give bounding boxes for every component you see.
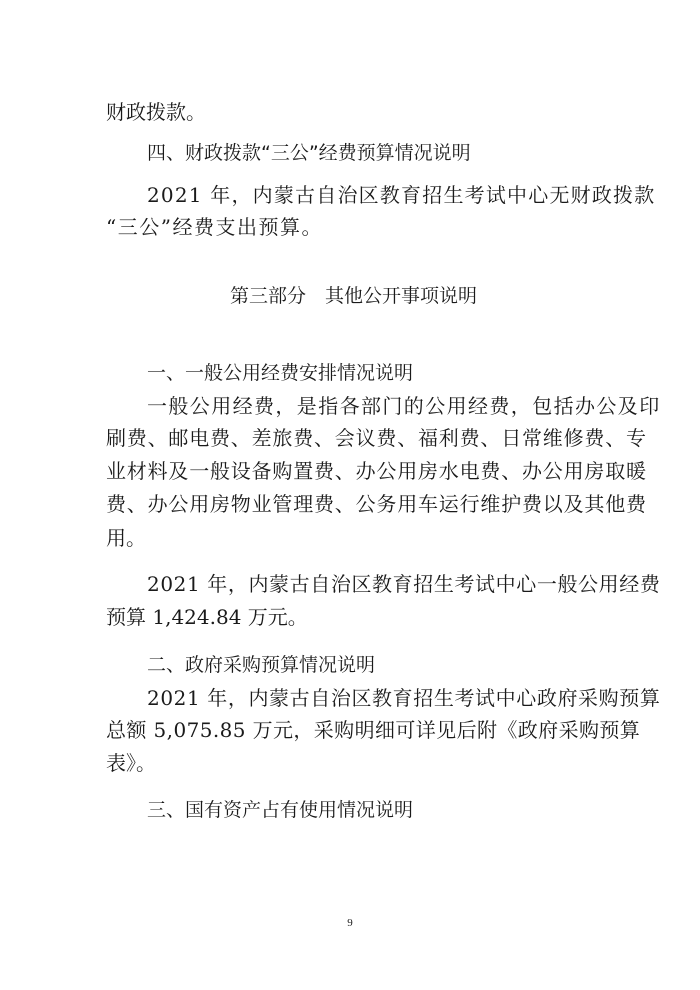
paragraph-line: 财政拨款。 — [106, 100, 206, 124]
paragraph-line: 业材料及一般设备购置费、办公用房水电费、办公用房取暖 — [106, 459, 647, 483]
paragraph-line: 表》。 — [106, 751, 156, 775]
part-three-title: 第三部分 其他公开事项说明 — [230, 285, 478, 307]
paragraph-line: 费、办公用房物业管理费、公务用车运行维护费以及其他费 — [106, 492, 647, 516]
page-number: 9 — [347, 917, 353, 929]
paragraph-line: 刷费、邮电费、差旅费、会议费、福利费、日常维修费、专 — [106, 426, 647, 450]
section-heading-procurement: 二、政府采购预算情况说明 — [147, 654, 376, 676]
paragraph-line: “三公”经费支出预算。 — [106, 215, 323, 239]
section-heading-sangong: 四、财政拨款“三公”经费预算情况说明 — [147, 142, 471, 164]
paragraph-line: 总额 5,075.85 万元，采购明细可详见后附《政府采购预算 — [106, 718, 641, 742]
section-heading-state-assets: 三、国有资产占有使用情况说明 — [147, 799, 414, 821]
paragraph-line: 预算 1,424.84 万元。 — [106, 605, 308, 629]
paragraph-line: 2021 年，内蒙古自治区教育招生考试中心政府采购预算 — [147, 686, 661, 710]
paragraph-line: 用。 — [106, 526, 146, 550]
paragraph-line: 2021 年，内蒙古自治区教育招生考试中心一般公用经费 — [147, 572, 661, 596]
paragraph-line: 2021 年，内蒙古自治区教育招生考试中心无财政拨款 — [147, 183, 656, 207]
section-heading-general-expense: 一、一般公用经费安排情况说明 — [147, 362, 414, 384]
paragraph-line: 一般公用经费，是指各部门的公用经费，包括办公及印 — [147, 394, 661, 418]
